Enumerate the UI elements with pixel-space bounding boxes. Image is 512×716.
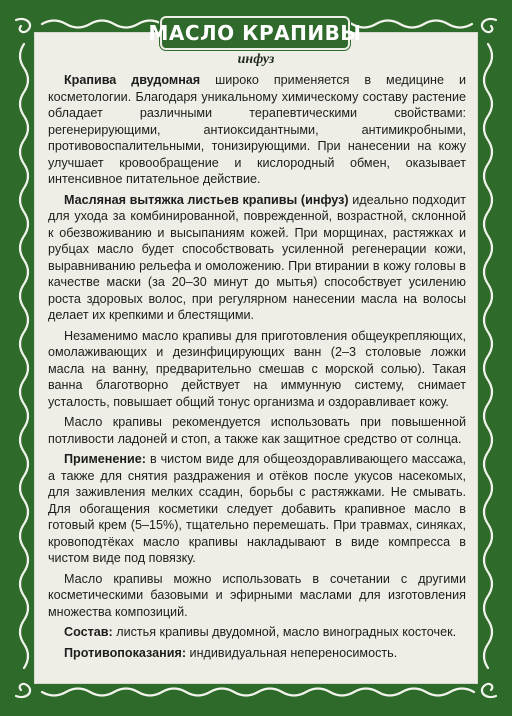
paragraph: Масло крапивы можно использовать в сочетании с другими косметическими базовыми и эфирными маслами для изготовления множества композиций. bbox=[48, 571, 466, 619]
paragraph: Крапива двудомная широко применяется в медицине и косметологии. Благодаря уникальному химическому составу растение обладает различными терапевтическими свойствами: регенерирующими, антиоксидантными, антимикробными, противовоспалительными, тонизирующими. При нанесении на кожу улучшает кровообращение и кислородный обмен, оказывает интенсивное питательное действие. bbox=[48, 73, 466, 186]
paragraph: Состав: листья крапивы двудомной, масло виноградных косточек. bbox=[64, 625, 457, 639]
paragraph: Масло крапивы рекомендуется использовать при повышенной потливости ладоней и стоп, а также как защитное средство от солнца. bbox=[48, 415, 466, 446]
title-banner bbox=[148, 18, 362, 48]
page-title: МАСЛО КРАПИВЫ bbox=[148, 21, 362, 45]
paragraph: Незаменимо масло крапивы для приготовления общеукрепляющих, омолаживающих и дезинфицирующих ванн (2–3 столовые ложки масла на ванну, предварительно смешав с морской солью). Такая ванна благотворно действует на иммунную систему, снимает усталость, повышает общий тонус организма и оздоравливает кожу. bbox=[48, 328, 466, 409]
paragraph: Масляная вытяжка листьев крапивы (инфуз) идеально подходит для ухода за комбинированной, поврежденной, возрастной, склонной к обезвоживанию и высыпаниям кожей. При морщинах, растяжках и рубцах масло будет способствовать усиленной регенерации кожи, выравниванию рельефа и омоложению. При втирании в кожу головы в качестве маски (за 20–30 минут до мытья) способствует усилению роста здоровых волос, при регулярном нанесении масла на волосы делает их крепкими и блестящими. bbox=[48, 192, 467, 322]
paragraph: Противопоказания: индивидуальная непереносимость. bbox=[64, 645, 398, 660]
subtitle: инфуз bbox=[237, 52, 275, 67]
paragraph: Применение: в чистом виде для общеоздоравливающего массажа, а также для снятия раздражения и отёков после укусов насекомых, для заживления мелких ссадин, борьбы с растяжками. Не смывать. Для обогащения косметики следует добавить крапивное масло в готовый крем (5–15%), тщательно перемешать. При травмах, синяках, кровоподтёках масло крапивы накладывают в виде компресса в чистом виде под повязку. bbox=[48, 452, 466, 565]
article-body bbox=[48, 72, 466, 665]
